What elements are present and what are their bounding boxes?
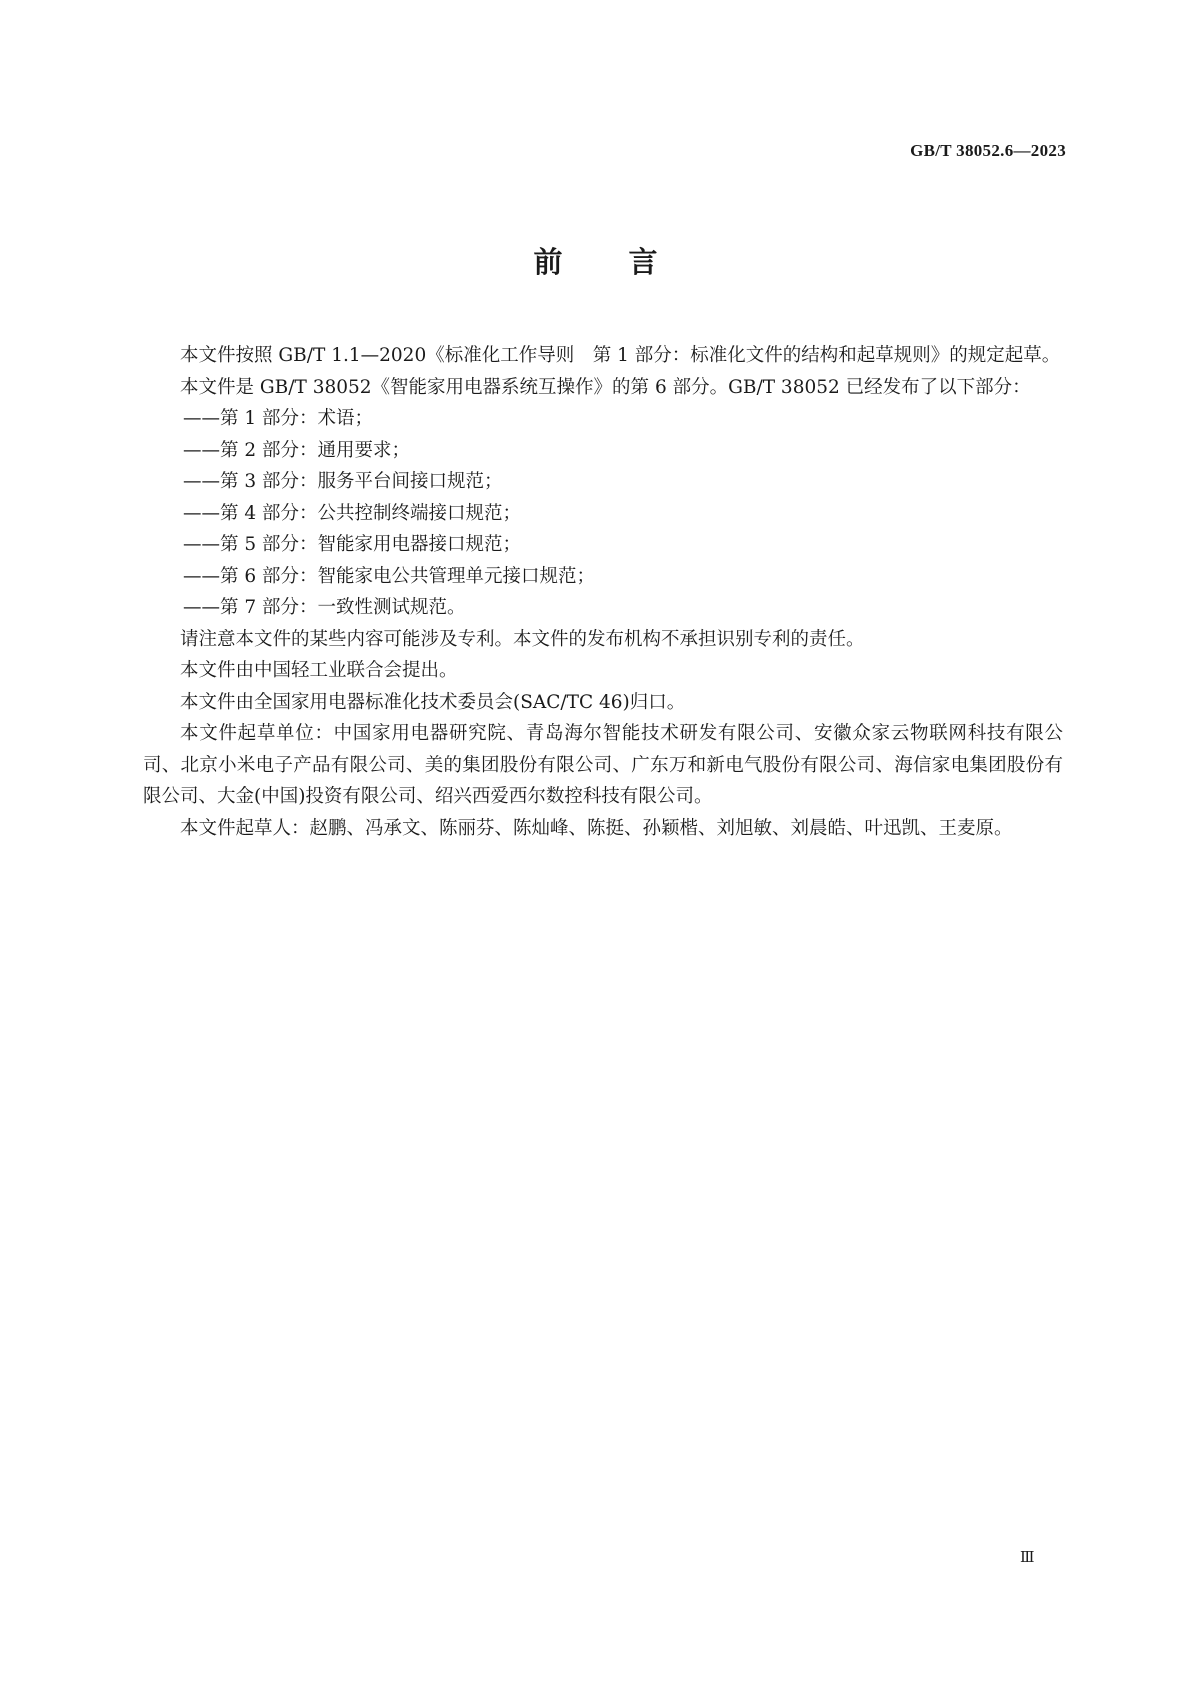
list-item: ——第 3 部分：服务平台间接口规范； bbox=[183, 471, 503, 492]
list-item: ——第 2 部分：通用要求； bbox=[183, 439, 411, 461]
paragraph-drafters: 本文件起草人：赵鹏、冯承文、陈丽芬、陈灿峰、陈挺、孙颖楷、刘旭敏、刘晨皓、叶迅凯、王麦原。 bbox=[180, 817, 1013, 839]
paragraph-series-intro: 本文件是 GB/T 38052《智能家用电器系统互操作》的第 6 部分。GB/T 38052 已经发布了以下部分： bbox=[180, 376, 1031, 398]
list-item: ——第 7 部分：一致性测试规范。 bbox=[183, 597, 466, 618]
page-title: 前言 bbox=[533, 245, 724, 279]
paragraph-proposer: 本文件由中国轻工业联合会提出。 bbox=[180, 660, 458, 681]
list-item: ——第 5 部分：智能家用电器接口规范； bbox=[183, 534, 522, 555]
foreword-body bbox=[143, 340, 1063, 844]
parts-list bbox=[143, 403, 1063, 624]
list-item: ——第 4 部分：公共控制终端接口规范； bbox=[183, 502, 522, 524]
page-number: Ⅲ bbox=[1020, 1550, 1035, 1566]
paragraph-drafting-rules: 本文件按照 GB/T 1.1—2020《标准化工作导则 第 1 部分：标准化文件的结构和起草规则》的规定起草。 bbox=[180, 345, 1061, 366]
paragraph-technical-committee: 本文件由全国家用电器标准化技术委员会(SAC/TC 46)归口。 bbox=[180, 691, 686, 713]
standard-number: GB/T 38052.6—2023 bbox=[910, 141, 1066, 160]
list-item: ——第 1 部分：术语； bbox=[183, 408, 374, 429]
list-item: ——第 6 部分：智能家电公共管理单元接口规范； bbox=[183, 565, 596, 587]
paragraph-patent-notice: 请注意本文件的某些内容可能涉及专利。本文件的发布机构不承担识别专利的责任。 bbox=[180, 628, 865, 650]
paragraph-drafting-organizations: 本文件起草单位：中国家用电器研究院、青岛海尔智能技术研发有限公司、安徽众家云物联网科技有限公司、北京小米电子产品有限公司、美的集团股份有限公司、广东万和新电气股份有限公司、海信家电集团股份有限公司、大金(中国)投资有限公司、绍兴西爱西尔数控科技有限公司。 bbox=[143, 723, 1063, 807]
